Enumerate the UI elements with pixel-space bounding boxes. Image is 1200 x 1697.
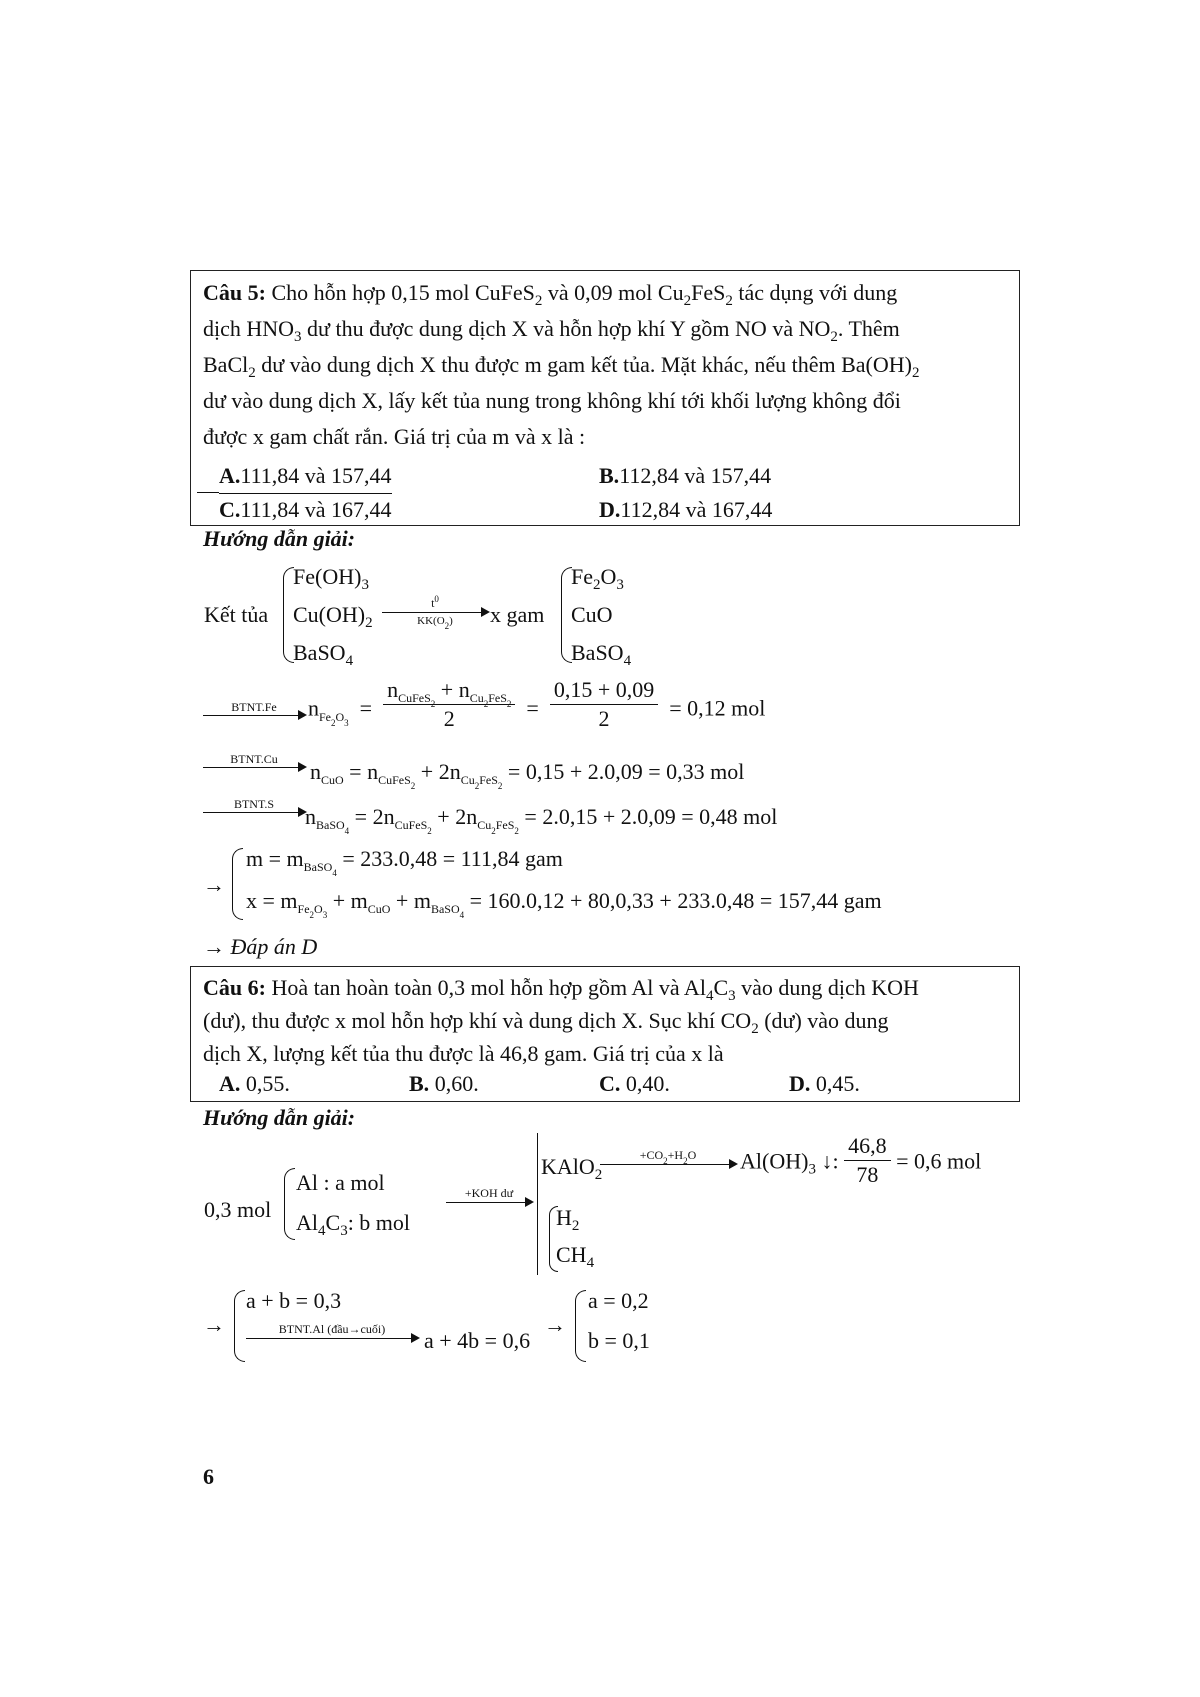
aloh3-frac: $\frac{46,8}{78}$ bbox=[844, 1132, 891, 1189]
mx-brace bbox=[232, 848, 243, 920]
guide-title-6: Hướng dẫn giải: bbox=[203, 1105, 356, 1130]
eq-a-plus-b: a + b = 0,3 bbox=[246, 1288, 342, 1313]
ppt-baso4: BaSO$_4$ bbox=[293, 640, 354, 669]
product-cuo: CuO bbox=[571, 602, 613, 627]
option-b[interactable]: B.112,84 và 157,44 bbox=[599, 463, 772, 488]
guide-title-5: Hướng dẫn giải: bbox=[203, 526, 356, 551]
koh-arrow: +KOH dư bbox=[446, 1186, 532, 1203]
btnt-s-arrow: BTNT.S bbox=[203, 797, 305, 813]
eq-m: $m = m_{BaSO_4} = 233.0,48 = 111,84$ gam bbox=[246, 846, 563, 878]
question-5-box bbox=[190, 270, 1020, 526]
question-5-text: Câu 5: Cho hỗn hợp 0,15 mol CuFeS$_2$ và 0,09 mol $Cu_2FeS_2$ tác dụng với dung dịch $HNO_3$ dư thu được dung dịch X và hỗn hợp khí Y gồm NO và $NO_2$. Thêm BaCl$_2$ dư vào dung dịch X thu được m gam kết tủa. Mặt khác, nếu thêm $Ba(OH)_2$ dư vào dung dịch X, lấy kết tủa nung trong không khí tới khối lượng không đổi được x gam chất rắn. Giá trị của m và x là : bbox=[203, 280, 920, 449]
option-d[interactable]: D.112,84 và 167,44 bbox=[599, 497, 773, 522]
btnt-al-arrow: BTNT.Al (đầu→cuối) bbox=[246, 1322, 418, 1339]
heat-arrow: $t^0$ $KK(O_2)$ bbox=[382, 596, 488, 629]
ch4: $CH_4$ bbox=[556, 1242, 595, 1271]
eq-s: $n_{BaSO_4} = 2n_{CuFeS_2} + 2n_{Cu_2FeS_2} = 2.0,15 + 2.0,09 = 0,48$ mol bbox=[305, 804, 778, 836]
mol03-label: 0,3 mol bbox=[204, 1197, 272, 1222]
question-6-label: Câu 6: bbox=[203, 975, 266, 1000]
product-fe2o3: $Fe_2O_3$ bbox=[571, 564, 624, 593]
aloh3-eq: $Al(OH)_3$ ↓: $\frac{46,8}{78}$ = 0,6 mol bbox=[740, 1133, 982, 1187]
q6-option-c[interactable]: C. 0,40. bbox=[599, 1071, 670, 1096]
sys6-arrow: → bbox=[203, 1312, 225, 1337]
ket-tua-label: Kết tủa bbox=[204, 602, 269, 627]
page-number: 6 bbox=[203, 1464, 214, 1489]
products-bar bbox=[537, 1133, 538, 1275]
q6-option-d[interactable]: D. 0,45. bbox=[789, 1071, 860, 1096]
product-baso4: BaSO$_4$ bbox=[571, 640, 632, 669]
al-brace bbox=[284, 1168, 295, 1240]
eq-x: $x = m_{Fe_2O_3} + m_{CuO} + m_{BaSO_4} = 160.0,12 + 80,0,33 + 233.0,48 = 157,44$ gam bbox=[246, 888, 882, 920]
eq-cu: $n_{CuO} = n_{CuFeS_2} + 2n_{Cu_2FeS_2} = 0,15 + 2.0,09 = 0,33$ mol bbox=[310, 759, 745, 791]
btnt-fe-arrow: BTNT.Fe bbox=[203, 700, 305, 716]
eq-a-plus-4b: a + 4b = 0,6 bbox=[424, 1328, 531, 1353]
question-5-label: Câu 5: bbox=[203, 280, 266, 305]
question-6-text: Câu 6: Hoà tan hoàn toàn 0,3 mol hỗn hợp gồm Al và $Al_4C_3$ vào dung dịch KOH (dư), thu được x mol hỗn hợp khí và dung dịch X. Sục khí $CO_2$ (dư) vào dung dịch X, lượng kết tủa thu được là 46,8 gam. Giá trị của x là bbox=[203, 975, 919, 1066]
ppt-fe-oh3: $Fe(OH)_3$ bbox=[293, 564, 369, 593]
ppt-cu-oh2: $Cu(OH)_2$ bbox=[293, 602, 373, 631]
btnt-cu-arrow: BTNT.Cu bbox=[203, 752, 305, 768]
fe-frac-1: $\frac{n_{CuFeS_2} + n_{Cu_2FeS_2}}{2}$ bbox=[383, 676, 515, 733]
sys-arrow: → bbox=[203, 872, 225, 897]
ans-a: a = 0,2 bbox=[588, 1288, 649, 1313]
co2-h2o-arrow: $+CO_2+H_2O$ bbox=[600, 1148, 736, 1165]
eq-fe: $n_{Fe_2O_3}$ = $\frac{n_{CuFeS_2} + n_{Cu_2FeS_2}}{2}$ = $\frac{0,15 + 0,09}{2}$ = 0,12 mol bbox=[308, 677, 766, 731]
result-arrow: → bbox=[544, 1312, 566, 1337]
fe-frac-2: $\frac{0,15 + 0,09}{2}$ bbox=[550, 676, 658, 733]
al-a-mol: Al : a mol bbox=[296, 1170, 385, 1195]
option-a[interactable]: A.111,84 và 157,44 bbox=[219, 459, 392, 494]
question-6-box bbox=[190, 966, 1020, 1102]
option-c[interactable]: C.111,84 và 167,44 bbox=[219, 497, 392, 522]
x-gam-label: x gam bbox=[490, 602, 545, 627]
answer-5: → Đáp án D bbox=[203, 934, 318, 959]
kalo2: KAlO$_2$ bbox=[541, 1154, 603, 1183]
al4c3-b-mol: $Al_4C_3$: b mol bbox=[296, 1210, 411, 1239]
h2: $H_2$ bbox=[556, 1205, 580, 1234]
q6-option-b[interactable]: B. 0,60. bbox=[409, 1071, 479, 1096]
q6-option-a[interactable]: A. 0,55. bbox=[219, 1071, 290, 1096]
sys6-brace bbox=[234, 1290, 245, 1362]
ans-b: b = 0,1 bbox=[588, 1328, 650, 1353]
result-brace bbox=[575, 1290, 586, 1362]
